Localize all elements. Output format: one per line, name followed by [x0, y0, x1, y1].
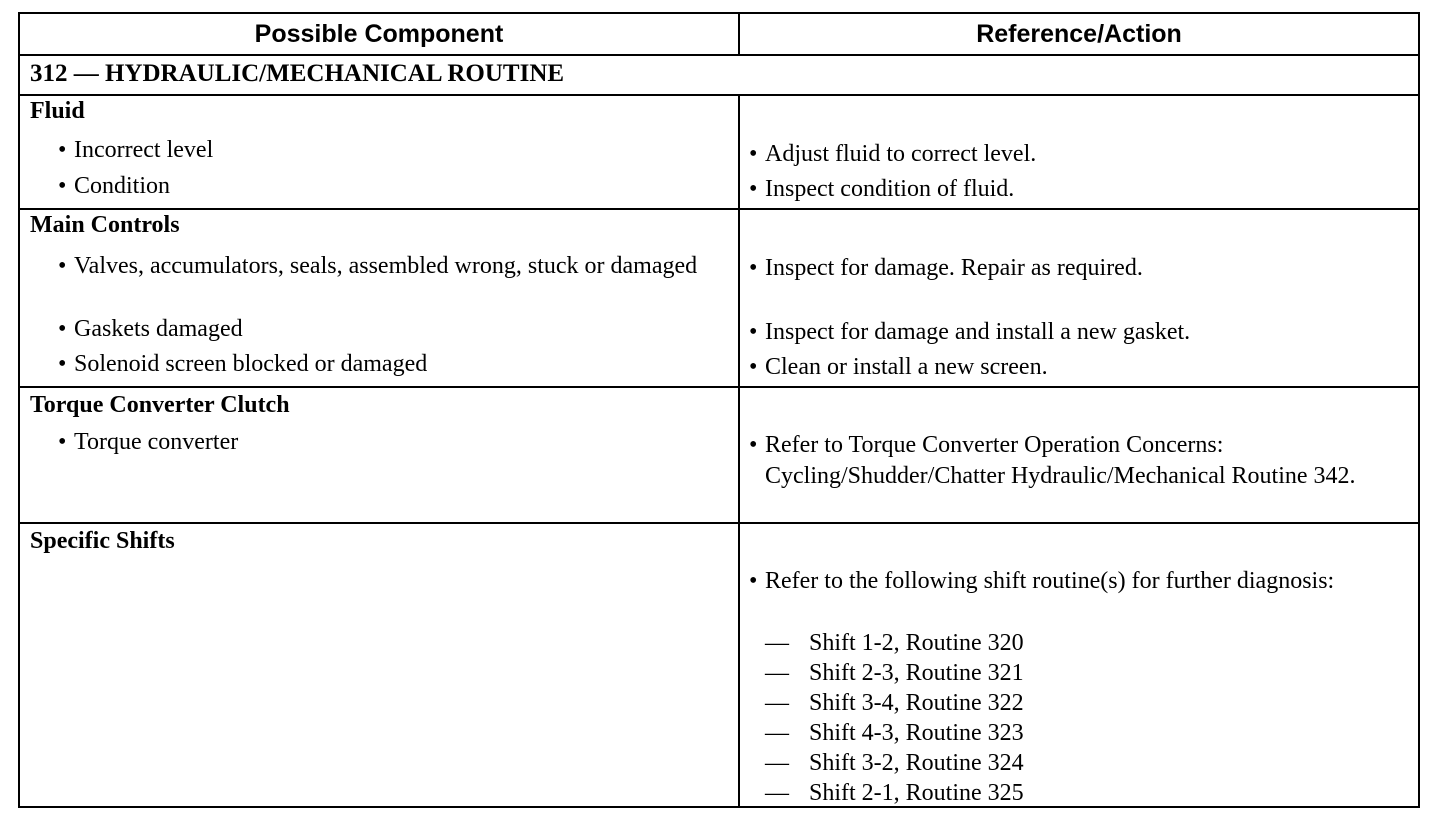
bullet-icon: •	[58, 316, 67, 342]
group-title-specific-shifts: Specific Shifts	[30, 528, 175, 554]
shift-routine-item: — Shift 2-3, Routine 321	[765, 660, 1024, 686]
dash-icon: —	[765, 630, 789, 656]
column-header-component: Possible Component	[254, 20, 504, 48]
action-item: • Inspect condition of fluid.	[749, 176, 1015, 202]
section-title: 312 — HYDRAULIC/MECHANICAL ROUTINE	[30, 60, 565, 87]
group-row-main-controls	[20, 210, 1418, 388]
bullet-icon: •	[749, 319, 758, 345]
column-header-action: Reference/Action	[976, 20, 1182, 48]
action-item: • Refer to the following shift routine(s) for further diagnosis:	[749, 566, 1399, 597]
section-row	[20, 56, 1418, 96]
bullet-icon: •	[58, 137, 67, 163]
group-title-torque-converter-clutch: Torque Converter Clutch	[30, 392, 290, 418]
bullet-icon: •	[749, 141, 758, 167]
group-title-fluid: Fluid	[30, 98, 85, 124]
bullet-icon: •	[58, 351, 67, 377]
group-title-main-controls: Main Controls	[30, 212, 180, 238]
component-item: • Valves, accumulators, seals, assembled wrong, stuck or damaged	[58, 253, 698, 279]
bullet-icon: •	[58, 173, 67, 199]
group-row-fluid	[20, 96, 1418, 210]
bullet-icon: •	[58, 429, 67, 455]
shift-routine-item: — Shift 2-1, Routine 325	[765, 780, 1024, 806]
header-row	[20, 14, 1418, 56]
group-row-specific-shifts	[20, 524, 1418, 808]
action-item: • Clean or install a new screen.	[749, 354, 1048, 380]
component-item: • Incorrect level	[58, 137, 214, 163]
dash-icon: —	[765, 720, 789, 746]
bullet-icon: •	[749, 432, 758, 458]
bullet-icon: •	[749, 255, 758, 281]
component-item: • Solenoid screen blocked or damaged	[58, 351, 428, 377]
action-item: • Inspect for damage and install a new gasket.	[749, 319, 1191, 345]
bullet-icon: •	[749, 176, 758, 202]
action-item: • Inspect for damage. Repair as required.	[749, 255, 1143, 281]
bullet-icon: •	[749, 568, 758, 594]
group-row-torque-converter-clutch	[20, 388, 1418, 524]
shift-routine-item: — Shift 4-3, Routine 323	[765, 720, 1024, 746]
action-item: • Refer to Torque Converter Operation Concerns: Cycling/Shudder/Chatter Hydraulic/Mechanical Routine 342.	[749, 432, 1356, 489]
dash-icon: —	[765, 690, 789, 716]
dash-icon: —	[765, 660, 789, 686]
action-item: • Adjust fluid to correct level.	[749, 141, 1037, 167]
dash-icon: —	[765, 750, 789, 776]
bullet-icon: •	[749, 354, 758, 380]
component-item: • Torque converter	[58, 429, 239, 455]
bullet-icon: •	[58, 253, 67, 279]
component-item: • Condition	[58, 173, 171, 199]
shift-routine-item: — Shift 3-2, Routine 324	[765, 750, 1024, 776]
shift-routine-item: — Shift 3-4, Routine 322	[765, 690, 1024, 716]
diagnosis-table	[18, 12, 1420, 808]
component-item: • Gaskets damaged	[58, 316, 243, 342]
shift-routine-item: — Shift 1-2, Routine 320	[765, 630, 1024, 656]
dash-icon: —	[765, 780, 789, 806]
